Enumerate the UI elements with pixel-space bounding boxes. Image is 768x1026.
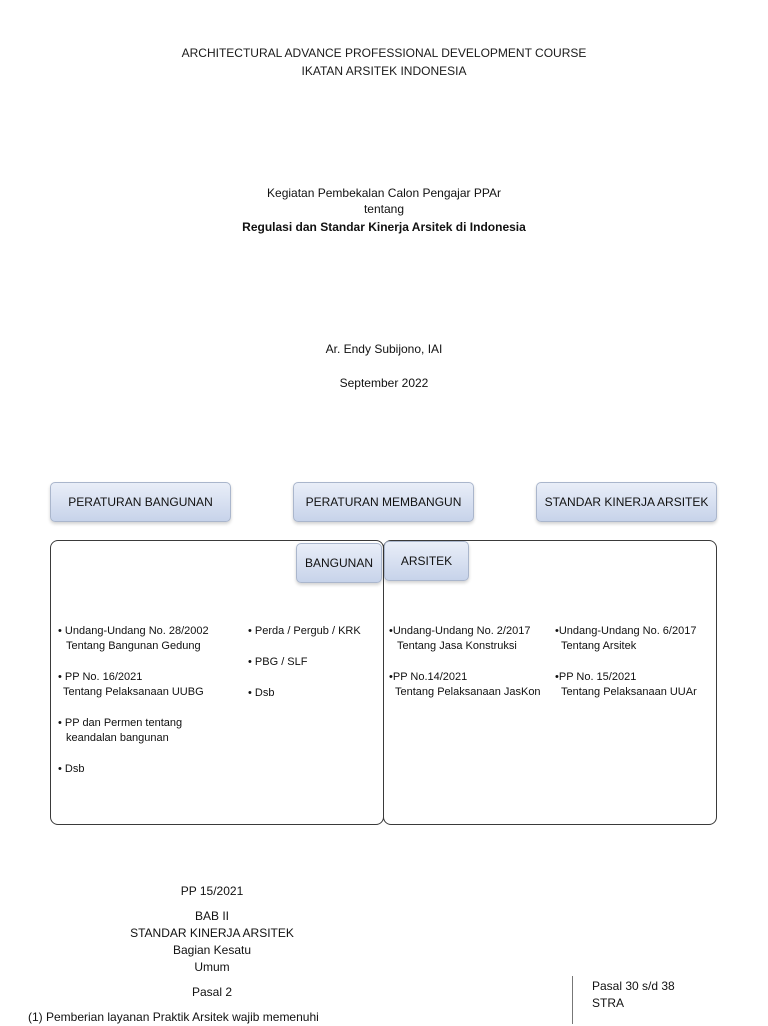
list-item: Tentang Pelaksanaan JasKon bbox=[395, 686, 541, 698]
pp-bagian: Bagian Kesatu bbox=[172, 943, 252, 957]
side-pasal: Pasal 30 s/d 38 bbox=[592, 979, 675, 993]
list-item: •PP No. 15/2021 bbox=[555, 671, 637, 683]
list-item: • Perda / Pergub / KRK bbox=[248, 625, 361, 637]
list-item: • PP dan Permen tentang bbox=[58, 717, 183, 729]
author-name: Ar. Endy Subijono, IAI bbox=[325, 342, 443, 356]
list-item: • Dsb bbox=[58, 763, 85, 775]
pp-item-1: (1) Pemberian layanan Praktik Arsitek wajib memenuhi bbox=[28, 1010, 319, 1024]
event-title: Kegiatan Pembekalan Calon Pengajar PPAr bbox=[267, 186, 501, 200]
list-item: Tentang Pelaksanaan UUBG bbox=[63, 686, 204, 698]
list-item: •Undang-Undang No. 6/2017 bbox=[555, 625, 697, 637]
list-item: • Undang-Undang No. 28/2002 bbox=[58, 625, 209, 637]
side-stra: STRA bbox=[592, 996, 625, 1010]
pp-title: PP 15/2021 bbox=[180, 884, 244, 898]
pp-umum: Umum bbox=[194, 960, 230, 974]
list-item: Tentang Jasa Konstruksi bbox=[397, 640, 517, 652]
event-subject: Regulasi dan Standar Kinerja Arsitek di Indonesia bbox=[242, 220, 526, 234]
list-item: •Undang-Undang No. 2/2017 bbox=[389, 625, 531, 637]
event-connector: tentang bbox=[363, 202, 405, 216]
divider-line bbox=[572, 976, 573, 1024]
standar-kinerja-arsitek-button: STANDAR KINERJA ARSITEK bbox=[536, 482, 717, 522]
list-item: • PBG / SLF bbox=[248, 656, 308, 668]
list-item: • Dsb bbox=[248, 687, 275, 699]
bangunan-button: BANGUNAN bbox=[296, 543, 382, 583]
pp-heading: STANDAR KINERJA ARSITEK bbox=[130, 926, 294, 940]
pp-bab: BAB II bbox=[194, 909, 229, 923]
list-item: Tentang Arsitek bbox=[561, 640, 637, 652]
list-item: Tentang Bangunan Gedung bbox=[66, 640, 201, 652]
presentation-date: September 2022 bbox=[339, 376, 429, 390]
pp-pasal: Pasal 2 bbox=[191, 985, 233, 999]
list-item: Tentang Pelaksanaan UUAr bbox=[561, 686, 697, 698]
course-title: ARCHITECTURAL ADVANCE PROFESSIONAL DEVELOPMENT COURSE bbox=[181, 46, 587, 60]
list-item: keandalan bangunan bbox=[66, 732, 169, 744]
peraturan-bangunan-button: PERATURAN BANGUNAN bbox=[50, 482, 231, 522]
list-item: • PP No. 16/2021 bbox=[58, 671, 143, 683]
arsitek-button: ARSITEK bbox=[384, 541, 469, 581]
arsitek-law-list bbox=[555, 624, 697, 700]
jasa-konstruksi-list bbox=[389, 624, 541, 700]
peraturan-membangun-button: PERATURAN MEMBANGUN bbox=[293, 482, 474, 522]
organization-name: IKATAN ARSITEK INDONESIA bbox=[301, 64, 467, 78]
bangunan-regulation-list bbox=[58, 624, 209, 777]
local-regulation-list bbox=[248, 624, 361, 701]
list-item: •PP No.14/2021 bbox=[389, 671, 468, 683]
